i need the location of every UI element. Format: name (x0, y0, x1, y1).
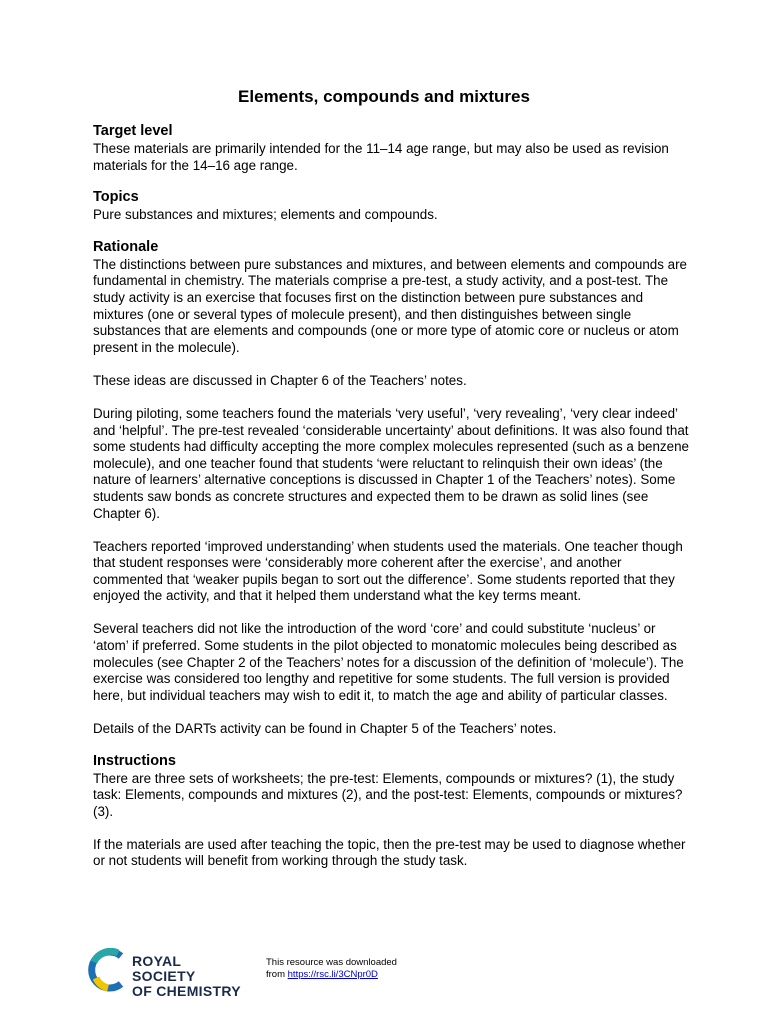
paragraph: During piloting, some teachers found the materials ‘very useful’, ‘very revealing’, ‘very clear indeed’ and ‘helpful’. The pre-test revealed ‘considerable uncertainty’ about definitions. It was also found that some students had difficulty accepting the more complex molecules represented (such as a benzene molecule), and one teacher found that students ‘were reluctant to relinquish their own ideas’ (the nature of learners’ alternative conceptions is discussed in Chapter 1 of the Teachers’ notes). Some students saw bonds as concrete structures and expected them to be drawn as solid lines (see Chapter 6). (93, 405, 689, 521)
download-source (266, 969, 397, 981)
document-body (93, 122, 693, 870)
rsc-logo (88, 945, 248, 999)
download-note (266, 957, 397, 981)
paragraph: If the materials are used after teaching the topic, then the pre-test may be used to diagnose whether or not students will benefit from working through the study task. (93, 836, 686, 869)
from-text: from (266, 969, 285, 980)
paragraph: These ideas are discussed in Chapter 6 of the Teachers’ notes. (93, 372, 467, 388)
rsc-logo-icon (88, 948, 128, 992)
rsc-logo-text (132, 954, 248, 999)
section-heading: Rationale (93, 238, 159, 255)
section-rationale (93, 238, 693, 738)
section-heading: Target level (93, 123, 173, 139)
section-heading: Instructions (93, 752, 176, 769)
section-instructions (93, 752, 693, 870)
paragraph: These materials are primarily intended for the 11–14 age range, but may also be used as revision materials for the 14–16 age range. (93, 141, 669, 173)
paragraph: Details of the DARTs activity can be found in Chapter 5 of the Teachers’ notes. (93, 720, 557, 736)
logo-line-1: ROYAL SOCIETY (132, 953, 196, 984)
logo-line-2: OF CHEMISTRY (132, 983, 241, 999)
document-title: Elements, compounds and mixtures (238, 87, 530, 106)
download-text: This resource was downloaded (266, 957, 397, 968)
resource-link[interactable]: https://rsc.li/3CNpr0D (287, 969, 378, 980)
section-heading: Topics (93, 189, 139, 206)
paragraph: The distinctions between pure substances and mixtures, and between elements and compounds are fundamental in chemistry. The materials comprise a pre-test, a study activity, and a post-test. The study activity is an exercise that focuses first on the distinction between pure substances and mixtures (one or several types of molecule present), and then distinguishes between single substances that are elements and compounds (one or more type of atomic core or nucleus or atom present in the molecule). (93, 256, 688, 355)
paragraph: There are three sets of worksheets; the pre-test: Elements, compounds or mixtures? (1), the study task: Elements, compounds and mixtures (2), and the post-test: Elements, compounds or mixtures? (3). (93, 770, 683, 819)
paragraph: Pure substances and mixtures; elements and compounds. (93, 207, 438, 223)
page-footer (88, 945, 688, 999)
section-topics (93, 188, 693, 224)
section-target-level (93, 122, 693, 174)
paragraph: Several teachers did not like the introduction of the word ‘core’ and could substitute ‘nucleus’ or ‘atom’ if preferred. Some students in the pilot objected to monatomic molecules being described as molecules (see Chapter 2 of the Teachers’ notes for a discussion of the definition of ‘molecule’). The exercise was considered too lengthy and repetitive for some students. The full version is provided here, but individual teachers may wish to edit it, to match the age and ability of particular classes. (93, 621, 684, 703)
paragraph: Teachers reported ‘improved understanding’ when students used the materials. One teacher though that student responses were ‘considerably more coherent after the exercise’, and another commented that ‘weaker pupils began to sort out the difference’. Some students reported that they enjoyed the activity, and that it helped them understand what the key terms meant. (93, 538, 683, 604)
